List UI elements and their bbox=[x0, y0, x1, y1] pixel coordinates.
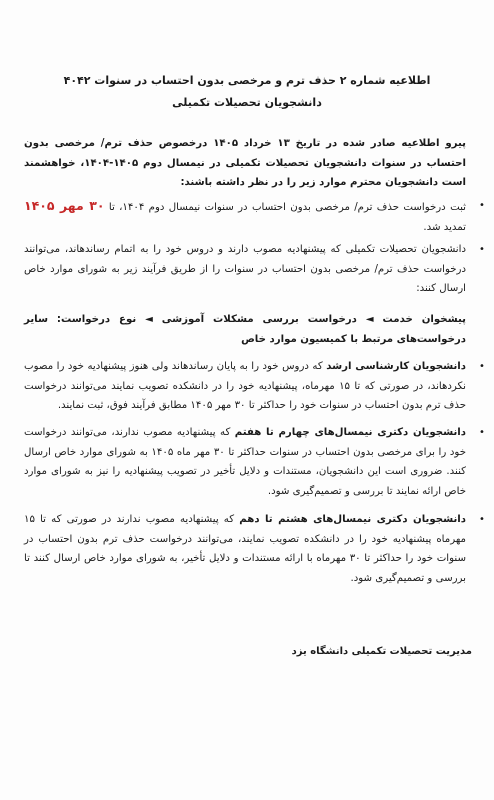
deadline-highlight: ۳۰ مهر ۱۴۰۵ bbox=[24, 198, 105, 213]
intro-paragraph bbox=[24, 134, 466, 193]
phd-4-7-text: که پیشنهادیه مصوب ندارند، می‌توانند درخواست خود را برای مرخصی بدون احتساب در سنوات حداکثر تا ۳۰ مهر ماه ۱۴۰۵ به شورای موارد خاص ارسال کنند. ضروری است این دانشجویان، مستندات و دلایل تأخیر در تصویب پیشنهادیه را نیز به شورای موارد خاص ارائه نمایند تا بررسی و تصمیم‌گیری شود. bbox=[24, 427, 466, 497]
phd-8-10-heading: دانشجویان دکتری نیمسال‌های هشتم تا دهم bbox=[239, 514, 466, 525]
request-path-text: پیشخوان خدمت ◄ درخواست بررسی مشکلات آموزشی ◄ نوع درخواست: سایر درخواست‌های مرتبط با کمیسیون موارد خاص bbox=[24, 314, 466, 345]
phd-4-7-heading: دانشجویان دکتری نیمسال‌های چهارم تا هفتم bbox=[234, 427, 466, 438]
bullet-extension bbox=[24, 196, 466, 237]
bullet-dot: • bbox=[479, 514, 485, 525]
announcement-subtitle: دانشجویان تحصیلات تکمیلی bbox=[172, 96, 322, 109]
masters-heading: دانشجویان کارشناسی ارشد bbox=[326, 361, 466, 372]
phd-4-7-paragraph bbox=[24, 423, 466, 501]
signature: مدیریت تحصیلات تکمیلی دانشگاه یزد bbox=[291, 646, 472, 657]
bullet-dot: • bbox=[479, 427, 485, 438]
phd-8-10-text: که پیشنهادیه مصوب ندارند در صورتی که تا ۱۵ مهرماه پیشنهادیه خود را در دانشکده تصویب نمایند، می‌توانند درخواست حذف ترم بدون احتساب در سنوات خود را حداکثر تا ۳۰ مهرماه با ارائه مستندات و دلایل تأخیر، به شورای موارد خاص ارسال کنند تا بررسی و تصمیم‌گیری شود. bbox=[24, 514, 467, 584]
bullet-dot: • bbox=[479, 244, 485, 255]
masters-text: که دروس خود را به پایان رساندهاند ولی هنوز پیشنهادیه خود را مصوب نکردهاند، در صورتی که تا ۱۵ مهرماه، پیشنهادیه خود را در دانشکده تصویب نمایند می‌توانند درخواست حذف ترم بدون احتساب در سنوات خود را حداکثر تا ۳۰ مهر ۱۴۰۵ مطابق فرآیند فوق، ثبت نمایند. bbox=[24, 361, 466, 411]
bullet-extension-tail: تمدید شد. bbox=[423, 221, 466, 233]
intro-text: پیرو اطلاعیه صادر شده در تاریخ ۱۳ خرداد ۱۴۰۵ درخصوص حذف ترم/ مرخصی بدون احتساب در سنوات دانشجویان تحصیلات تکمیلی در نیمسال دوم ۱۴۰۵-۱۴۰۴، خواهشمند است دانشجویان محترم موارد زیر را در نظر داشته باشند: bbox=[24, 138, 466, 188]
masters-paragraph bbox=[24, 357, 466, 416]
bullet-eligible bbox=[24, 240, 466, 299]
request-path bbox=[24, 310, 466, 349]
bullet-dot: • bbox=[479, 200, 485, 211]
bullet-dot: • bbox=[479, 361, 485, 372]
phd-8-10-paragraph bbox=[24, 510, 466, 588]
bullet-extension-text: ثبت درخواست حذف ترم/ مرخصی بدون احتساب در سنوات نیمسال دوم ۱۴۰۴، تا bbox=[108, 202, 466, 213]
bullet-eligible-text: دانشجویان تحصیلات تکمیلی که پیشنهادیه مصوب دارند و دروس خود را به اتمام رساندهاند، می‌توانند درخواست حذف ترم/ مرخصی بدون احتساب در سنوات را از طریق فرآیند زیر به شورای موارد خاص ارسال کنند: bbox=[24, 244, 466, 294]
announcement-title: اطلاعیه شماره ۲ حذف ترم و مرخصی بدون احتساب در سنوات ۴۰۴۲ bbox=[63, 74, 431, 87]
